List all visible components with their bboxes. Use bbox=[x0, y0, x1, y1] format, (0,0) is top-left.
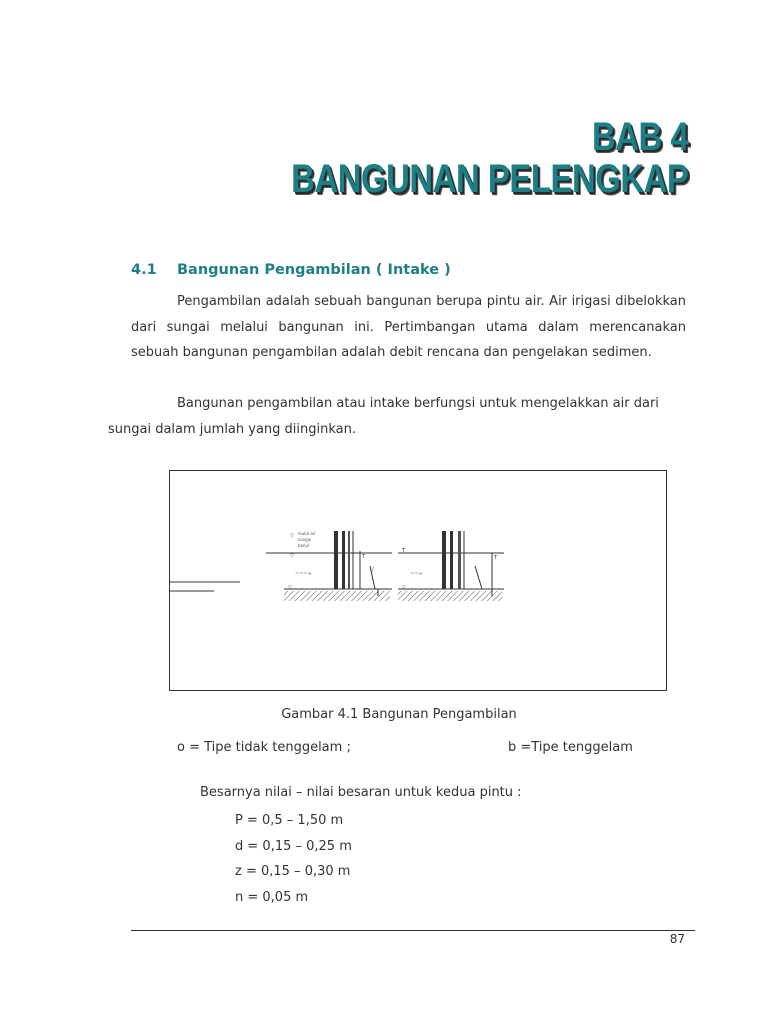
section-number: 4.1 bbox=[131, 262, 157, 278]
svg-text:/: / bbox=[372, 567, 374, 573]
paragraph-1 bbox=[131, 289, 686, 366]
svg-text:~~~≈: ~~~≈ bbox=[295, 571, 312, 577]
figure-caption: Gambar 4.1 Bangunan Pengambilan bbox=[281, 707, 517, 722]
svg-text:▽: ▽ bbox=[402, 585, 406, 591]
section-title: Bangunan Pengambilan ( Intake ) bbox=[177, 262, 451, 278]
chapter-title: BANGUNAN PELENGKAP bbox=[290, 157, 688, 201]
paragraph-2-text: Bangunan pengambilan atau intake berfungsi untuk mengelakkan air dari bbox=[177, 396, 659, 411]
intake-diagram bbox=[170, 471, 668, 692]
svg-text:▽: ▽ bbox=[290, 553, 294, 559]
svg-text:T: T bbox=[494, 555, 498, 561]
value-item: d = 0,15 – 0,25 m bbox=[235, 838, 352, 854]
values-intro: Besarnya nilai – nilai besaran untuk kedua pintu : bbox=[200, 785, 522, 800]
paragraph-2 bbox=[131, 391, 686, 417]
value-item: P = 0,5 – 1,50 m bbox=[235, 813, 344, 828]
section-heading bbox=[131, 262, 451, 278]
svg-text:T: T bbox=[402, 548, 406, 554]
chapter-heading bbox=[291, 116, 688, 200]
paragraph-1-text: Pengambilan adalah sebuah bangunan berupa pintu air. Air irigasi dibelokkan dari sungai melalui bangunan ini. Pertimbangan utama dalam merencanakan sebuah bangunan pengambilan adalah debit rencana dan pengelakan sedimen. bbox=[131, 294, 686, 360]
intake-type-a-drawing bbox=[266, 531, 392, 601]
type-b-label: b =Tipe tenggelam bbox=[508, 740, 633, 755]
value-item: z = 0,15 – 0,30 m bbox=[235, 864, 351, 879]
paragraph-2-continued: sungai dalam jumlah yang diinginkan. bbox=[108, 422, 357, 437]
svg-text:▽: ▽ bbox=[290, 533, 294, 539]
intake-type-b-drawing bbox=[398, 531, 504, 601]
svg-text:~~≈: ~~≈ bbox=[410, 571, 423, 577]
footer-divider bbox=[131, 930, 695, 931]
values-list bbox=[235, 808, 352, 910]
svg-text:▽: ▽ bbox=[288, 585, 292, 591]
chapter-label: BAB 4 bbox=[591, 115, 688, 159]
svg-text:sungai: sungai bbox=[298, 537, 312, 542]
svg-text:muka air: muka air bbox=[298, 531, 316, 536]
value-item: n = 0,05 m bbox=[235, 889, 309, 905]
svg-text:banjir: banjir bbox=[298, 543, 310, 548]
page-number: 87 bbox=[669, 932, 685, 946]
svg-text:T: T bbox=[362, 554, 366, 560]
figure-frame bbox=[169, 470, 667, 691]
type-a-label: o = Tipe tidak tenggelam ; bbox=[177, 740, 351, 755]
